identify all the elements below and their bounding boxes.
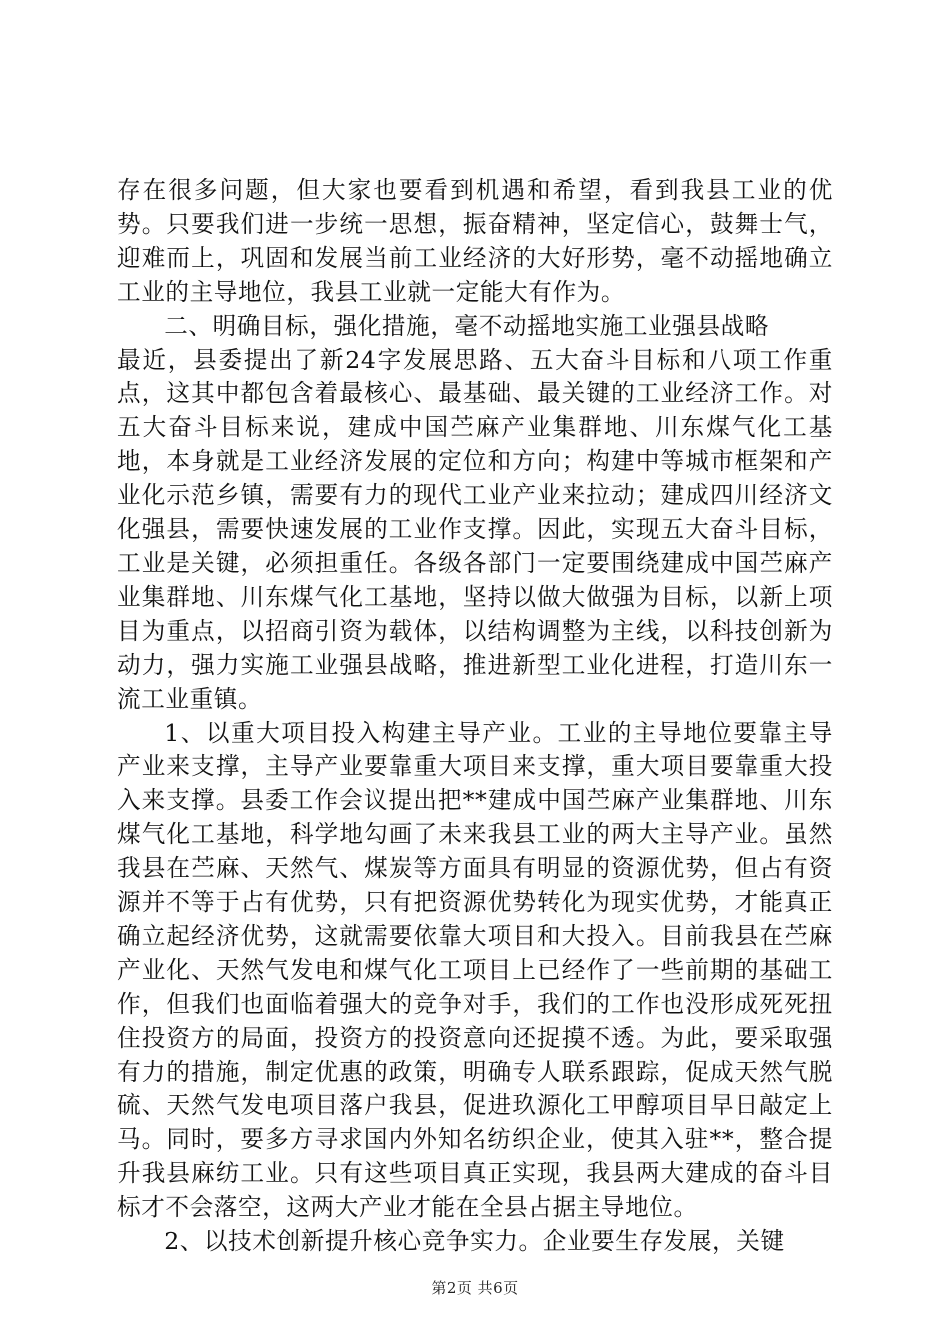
document-body	[117, 174, 833, 1259]
paragraph-4: 2、以技术创新提升核心竞争实力。企业要生存发展，关键	[164, 1227, 785, 1256]
paragraph-2: 最近，县委提出了新24字发展思路、五大奋斗目标和八项工作重点，这其中都包含着最核心、最基础、最关键的工业经济工作。对五大奋斗目标来说，建成中国苎麻产业集群地、川东煤气化工基地，本身就是工业经济发展的定位和方向；构建中等城市框架和产业化示范乡镇，需要有力的现代工业产业来拉动；建成四川经济文化强县，需要快速发展的工业作支撑。因此，实现五大奋斗目标，工业是关键，必须担重任。各级各部门一定要围绕建成中国苎麻产业集群地、川东煤气化工基地，坚持以做大做强为目标，以新上项目为重点，以招商引资为载体，以结构调整为主线，以科技创新为动力，强力实施工业强县战略，推进新型工业化进程，打造川东一流工业重镇。	[117, 345, 833, 713]
paragraph-1: 存在很多问题，但大家也要看到机遇和希望，看到我县工业的优势。只要我们进一步统一思想，振奋精神，坚定信心，鼓舞士气，迎难而上，巩固和发展当前工业经济的大好形势，毫不动摇地确立工业的主导地位，我县工业就一定能大有作为。	[117, 176, 833, 306]
section-heading: 二、明确目标，强化措施，毫不动摇地实施工业强县战略	[164, 311, 770, 340]
page-footer: 第2页 共6页	[431, 1279, 519, 1297]
paragraph-3: 1、以重大项目投入构建主导产业。工业的主导地位要靠主导产业来支撑，主导产业要靠重大项目来支撑，重大项目要靠重大投入来支撑。县委工作会议提出把**建成中国苎麻产业集群地、川东煤气化工基地，科学地勾画了未来我县工业的两大主导产业。虽然我县在苎麻、天然气、煤炭等方面具有明显的资源优势，但占有资源并不等于占有优势，只有把资源优势转化为现实优势，才能真正确立起经济优势，这就需要依靠大项目和大投入。目前我县在苎麻产业化、天然气发电和煤气化工项目上已经作了一些前期的基础工作，但我们也面临着强大的竞争对手，我们的工作也没形成死死扭住投资方的局面，投资方的投资意向还捉摸不透。为此，要采取强有力的措施，制定优惠的政策，明确专人联系跟踪，促成天然气脱硫、天然气发电项目落户我县，促进玖源化工甲醇项目早日敲定上马。同时，要多方寻求国内外知名纺织企业，使其入驻**，整合提升我县麻纺工业。只有这些项目真正实现，我县两大建成的奋斗目标才不会落空，这两大产业才能在全县占据主导地位。	[117, 718, 833, 1222]
